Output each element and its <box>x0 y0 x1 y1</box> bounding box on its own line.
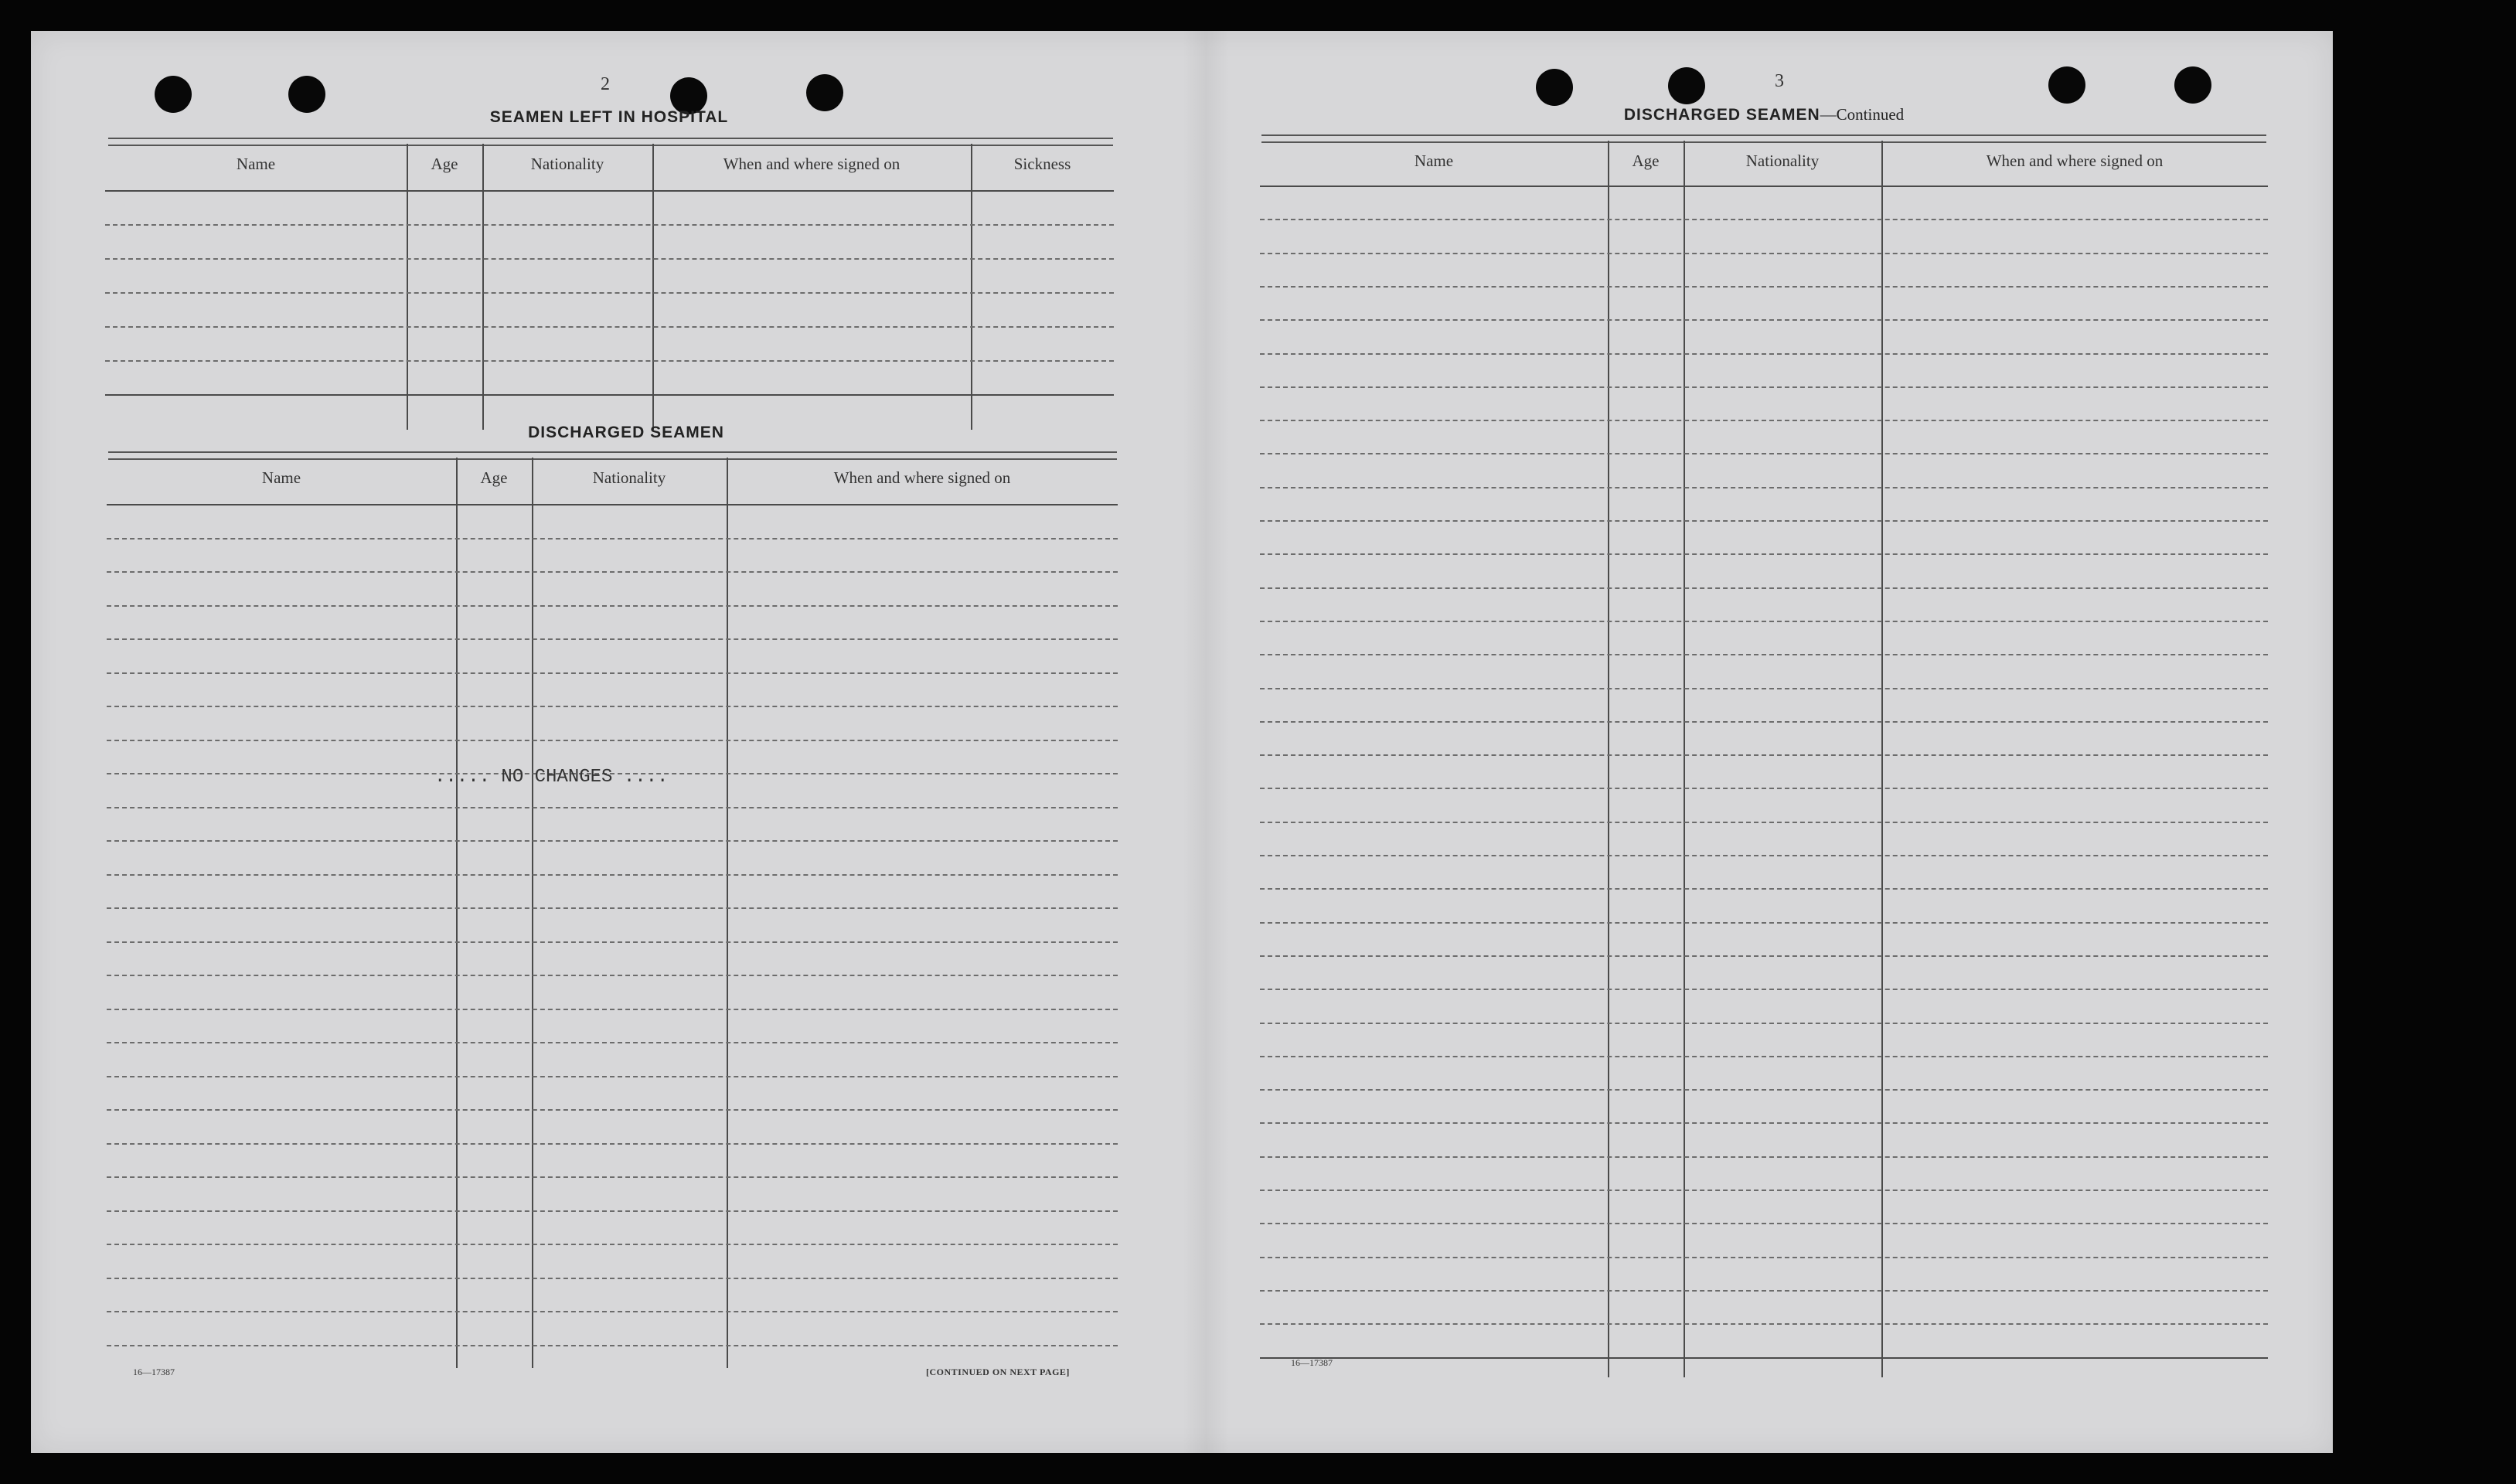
row-line <box>1260 888 2268 890</box>
row-line <box>1260 822 2268 823</box>
row-line <box>105 292 1114 294</box>
row-line <box>1260 721 2268 723</box>
row-line <box>1260 654 2268 655</box>
hospital-col-sickness: Sickness <box>1013 155 1071 173</box>
row-line <box>1260 1023 2268 1024</box>
punch-hole-icon <box>806 74 843 111</box>
row-line <box>107 571 1118 573</box>
row-line <box>1260 1290 2268 1292</box>
discharged-col-name: Name <box>261 468 301 487</box>
row-line <box>1260 922 2268 924</box>
row-line <box>1260 353 2268 355</box>
page-number-left: 2 <box>601 74 610 94</box>
discharged-col-signed-on: When and where signed on <box>833 468 1011 487</box>
discharged-section-title: DISCHARGED SEAMEN <box>528 424 724 441</box>
row-line <box>1260 1156 2268 1158</box>
punch-hole-icon <box>1536 69 1573 106</box>
row-line <box>107 672 1118 674</box>
row-line <box>1260 788 2268 789</box>
row-line <box>1260 1122 2268 1124</box>
punch-hole-icon <box>155 76 192 113</box>
hospital-col-nationality: Nationality <box>530 155 604 173</box>
row-line <box>105 394 1114 396</box>
row-line <box>1260 1223 2268 1224</box>
row-line <box>1260 553 2268 555</box>
row-line <box>107 1176 1118 1178</box>
row-line <box>107 1311 1118 1312</box>
row-line <box>1260 453 2268 454</box>
column-divider <box>727 458 728 1368</box>
column-divider <box>532 458 533 1368</box>
row-line <box>107 638 1118 640</box>
column-divider <box>1881 141 1883 1377</box>
row-line <box>107 840 1118 842</box>
row-line <box>107 1076 1118 1077</box>
row-line <box>107 807 1118 808</box>
hospital-table <box>105 144 1114 430</box>
row-line <box>1260 754 2268 756</box>
column-divider <box>971 144 972 430</box>
row-line <box>107 538 1118 539</box>
row-line <box>1260 587 2268 589</box>
discharged-table <box>107 458 1118 1368</box>
row-line <box>1260 855 2268 856</box>
continued-note: [CONTINUED ON NEXT PAGE] <box>926 1367 1070 1377</box>
row-line <box>1260 420 2268 421</box>
column-divider <box>1684 141 1685 1377</box>
row-line <box>107 1210 1118 1212</box>
row-line <box>1260 1323 2268 1325</box>
row-line <box>1260 688 2268 689</box>
row-line <box>1260 989 2268 990</box>
header-rule <box>105 190 1114 192</box>
row-line <box>107 975 1118 976</box>
discharged-col-nationality: Nationality <box>592 468 666 487</box>
row-line <box>105 360 1114 362</box>
row-line <box>1260 253 2268 254</box>
continued-suffix: —Continued <box>1820 105 1905 124</box>
row-line <box>107 1009 1118 1010</box>
hospital-col-signed-on: When and where signed on <box>723 155 901 173</box>
header-rule <box>107 504 1118 505</box>
discharged-col-age: Age <box>480 468 508 487</box>
row-line <box>107 740 1118 741</box>
discharged-continued-table <box>1260 141 2268 1377</box>
punch-hole-icon <box>2048 66 2085 104</box>
punch-hole-icon <box>288 76 325 113</box>
row-line <box>1260 1257 2268 1258</box>
column-divider <box>456 458 458 1368</box>
row-line <box>107 706 1118 707</box>
row-line <box>105 258 1114 260</box>
hospital-col-age: Age <box>431 155 458 173</box>
row-line <box>1260 621 2268 622</box>
row-line <box>1260 319 2268 321</box>
page-number-right: 3 <box>1775 71 1784 91</box>
page-fold <box>1183 31 1229 1453</box>
no-changes-entry: ..... NO CHANGES .... <box>434 767 669 788</box>
punch-hole-icon <box>1668 67 1705 104</box>
row-line <box>107 1042 1118 1043</box>
form-number-right: 16—17387 <box>1291 1357 1333 1368</box>
row-line <box>107 907 1118 909</box>
row-line <box>107 1143 1118 1145</box>
row-line <box>107 1345 1118 1346</box>
row-line <box>1260 219 2268 220</box>
column-divider <box>407 144 408 430</box>
row-line <box>107 1244 1118 1245</box>
row-line <box>1260 386 2268 388</box>
right-col-age: Age <box>1632 151 1660 170</box>
discharged-continued-title <box>1624 105 1904 124</box>
row-line <box>107 1109 1118 1111</box>
row-line <box>1260 1056 2268 1057</box>
right-col-nationality: Nationality <box>1745 151 1820 170</box>
hospital-col-name: Name <box>236 155 276 173</box>
row-line <box>1260 1089 2268 1091</box>
form-number-left: 16—17387 <box>133 1367 175 1377</box>
hospital-section-title: SEAMEN LEFT IN HOSPITAL <box>489 108 729 126</box>
row-line <box>1260 955 2268 957</box>
header-rule <box>1260 186 2268 187</box>
row-line <box>1260 520 2268 522</box>
row-line <box>1260 286 2268 288</box>
row-line <box>107 874 1118 876</box>
row-line <box>1260 487 2268 488</box>
discharged-continued-title-main: DISCHARGED SEAMEN <box>1623 106 1820 124</box>
punch-hole-icon <box>2174 66 2211 104</box>
row-line <box>105 224 1114 226</box>
column-divider <box>1608 141 1609 1377</box>
row-line <box>1260 1190 2268 1191</box>
column-divider <box>652 144 654 430</box>
right-col-name: Name <box>1414 151 1454 170</box>
column-divider <box>482 144 484 430</box>
document-sheet <box>31 31 2333 1453</box>
row-line <box>107 941 1118 943</box>
row-line <box>107 605 1118 607</box>
row-line <box>107 1278 1118 1279</box>
row-line <box>1260 1357 2268 1359</box>
right-col-signed-on: When and where signed on <box>1986 151 2164 170</box>
row-line <box>105 326 1114 328</box>
